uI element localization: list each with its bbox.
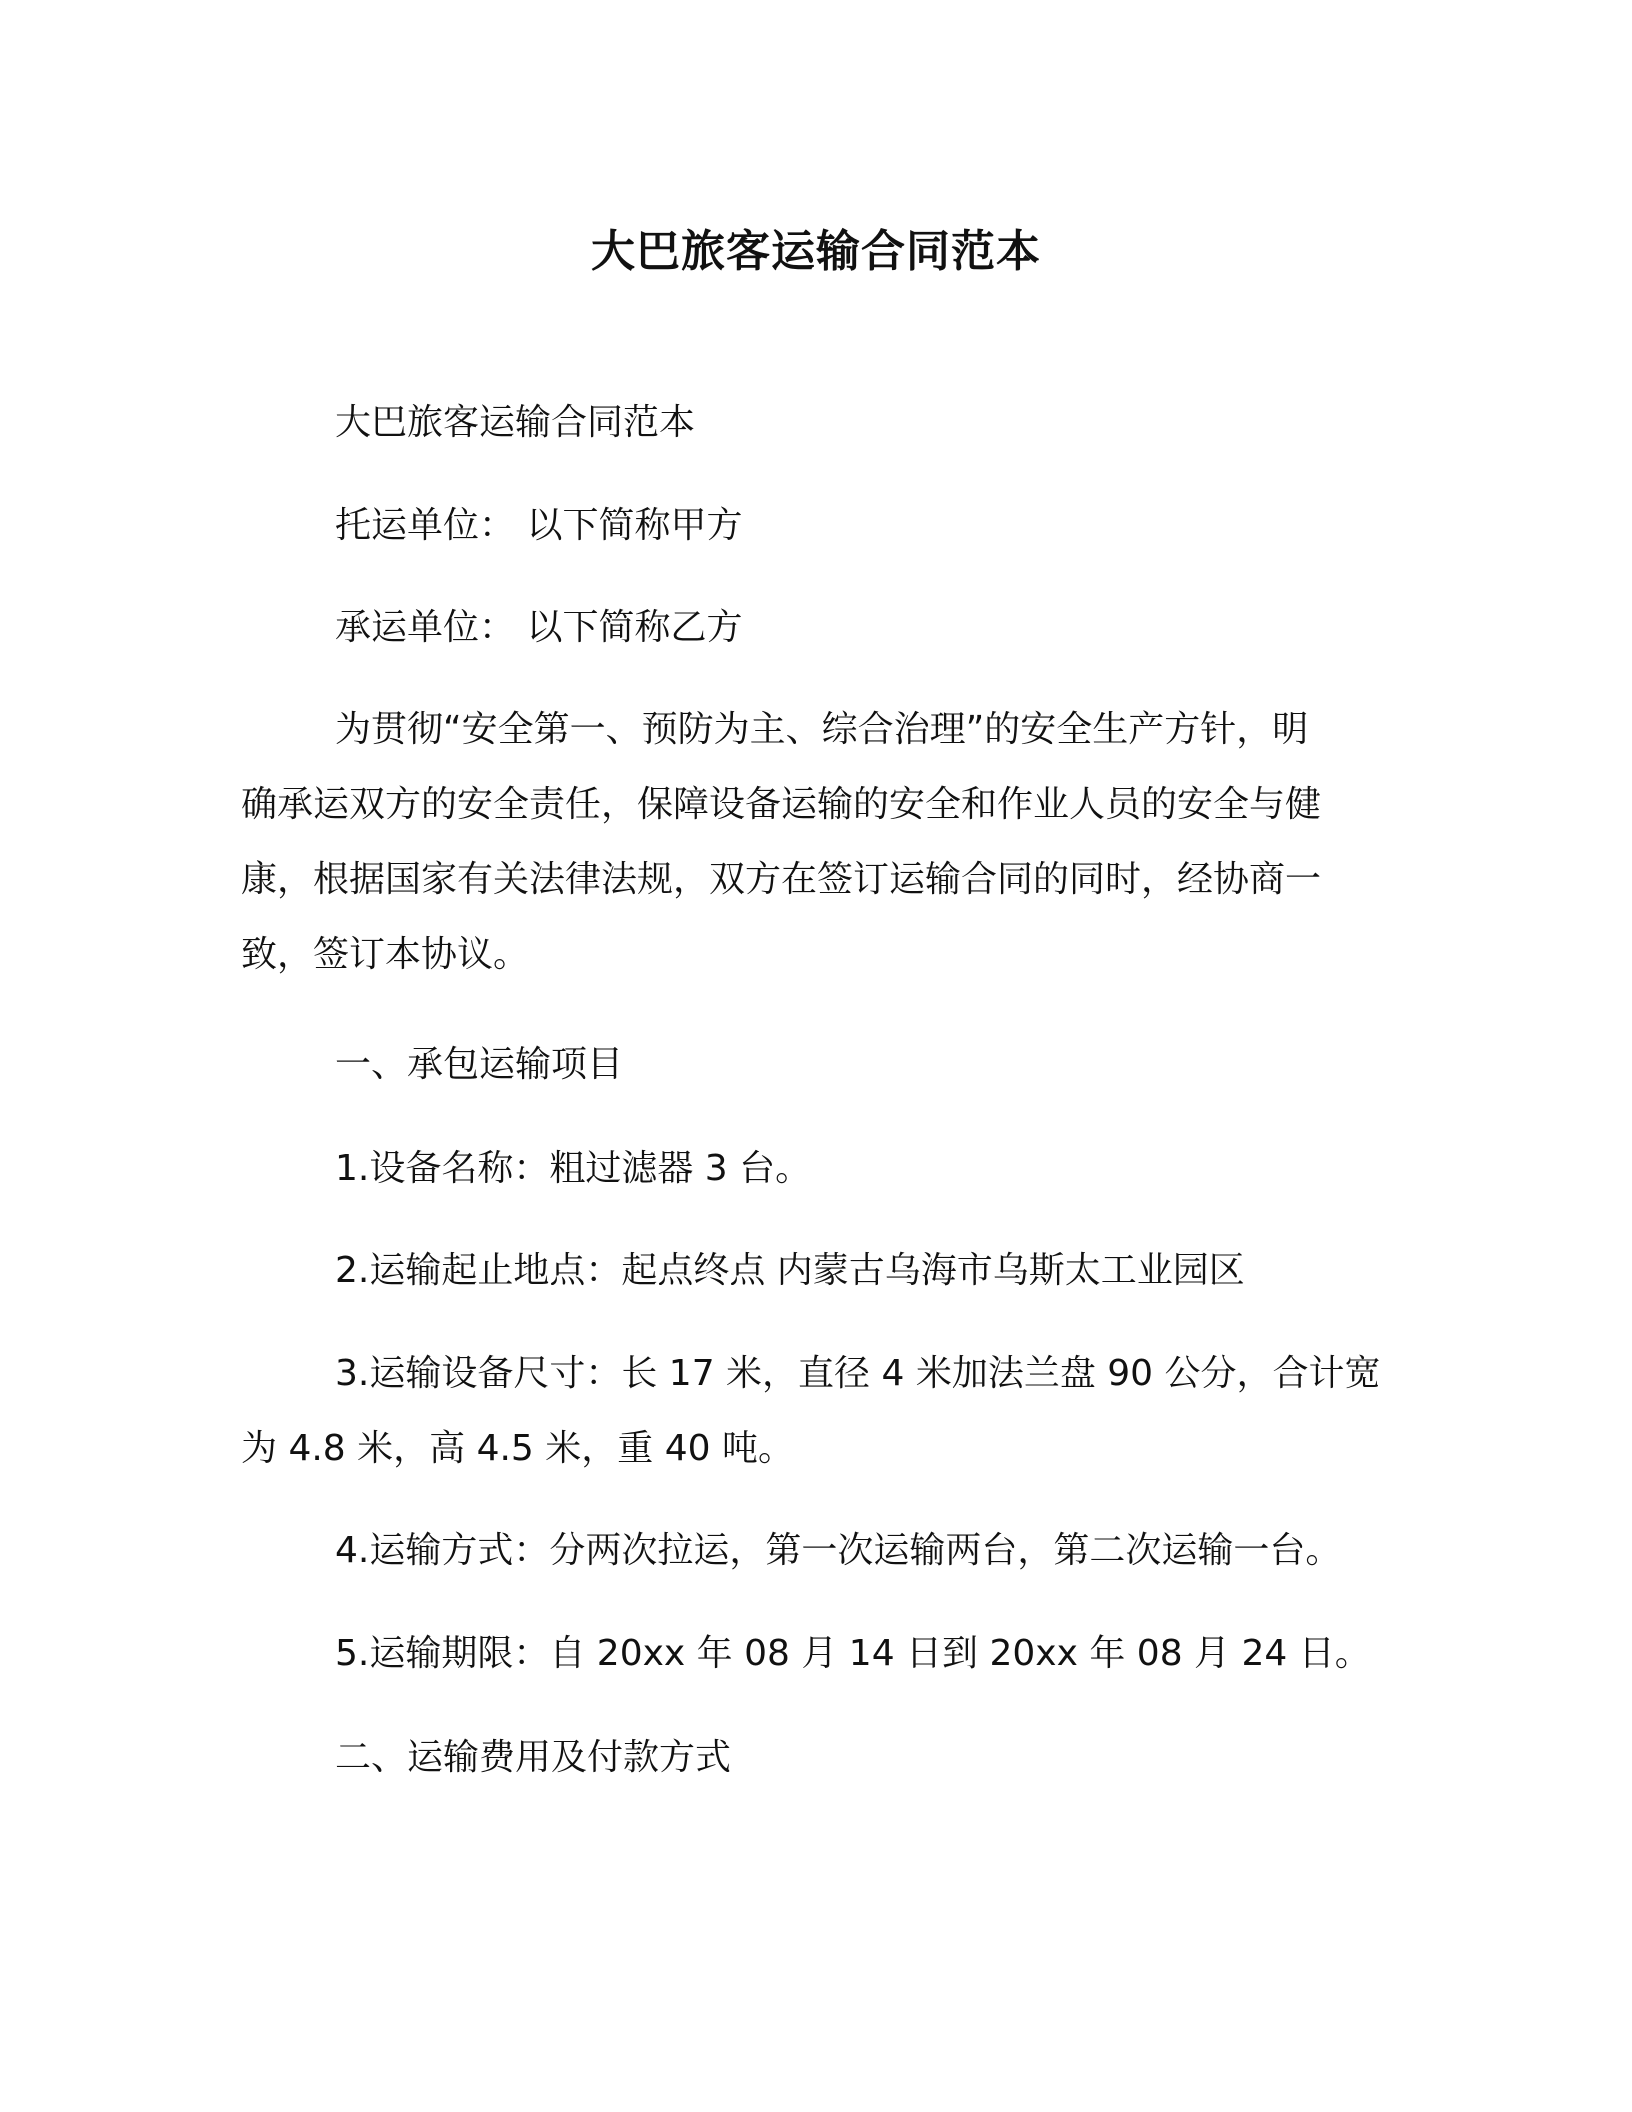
carrier-line <box>241 590 1391 665</box>
section1-heading <box>241 1027 1391 1102</box>
intro-line: 确承运双方的安全责任，保障设备运输的安全和作业人员的安全与健 <box>241 784 1322 825</box>
item5-text: 5.运输期限：自 20xx 年 08 月 14 日到 20xx 年 08 月 24 日。 <box>335 1633 1371 1674</box>
item1 <box>241 1131 1391 1206</box>
item5 <box>241 1616 1391 1691</box>
intro-line: 康，根据国家有关法律法规，双方在签订运输合同的同时，经协商一 <box>241 859 1322 900</box>
heading-repeat-text: 大巴旅客运输合同范本 <box>335 402 696 443</box>
item3 <box>241 1336 1391 1486</box>
document-title: 大巴旅客运输合同范本 <box>591 226 1041 277</box>
item2 <box>241 1233 1391 1308</box>
item3-line: 为 4.8 米，高 4.5 米，重 40 吨。 <box>241 1428 794 1469</box>
section1-heading-text: 一、承包运输项目 <box>335 1044 624 1085</box>
consignor-text: 托运单位： 以下简称甲方 <box>335 505 743 546</box>
heading-repeat <box>241 385 1391 460</box>
intro-line: 为贯彻“安全第一、预防为主、综合治理”的安全生产方针，明 <box>335 709 1309 750</box>
item2-text: 2.运输起止地点：起点终点 内蒙古乌海市乌斯太工业园区 <box>335 1250 1245 1291</box>
section2-heading <box>241 1720 1391 1795</box>
section2-heading-text: 二、运输费用及付款方式 <box>335 1737 732 1778</box>
carrier-text: 承运单位： 以下简称乙方 <box>335 607 743 648</box>
item3-line: 3.运输设备尺寸：长 17 米，直径 4 米加法兰盘 90 公分，合计宽 <box>335 1353 1381 1394</box>
consignor-line <box>241 488 1391 563</box>
intro-paragraph <box>241 692 1391 992</box>
item4 <box>241 1513 1391 1588</box>
item4-text: 4.运输方式：分两次拉运，第一次运输两台，第二次运输一台。 <box>335 1530 1342 1571</box>
intro-line: 致，签订本协议。 <box>241 934 530 975</box>
item1-text: 1.设备名称：粗过滤器 3 台。 <box>335 1148 812 1189</box>
